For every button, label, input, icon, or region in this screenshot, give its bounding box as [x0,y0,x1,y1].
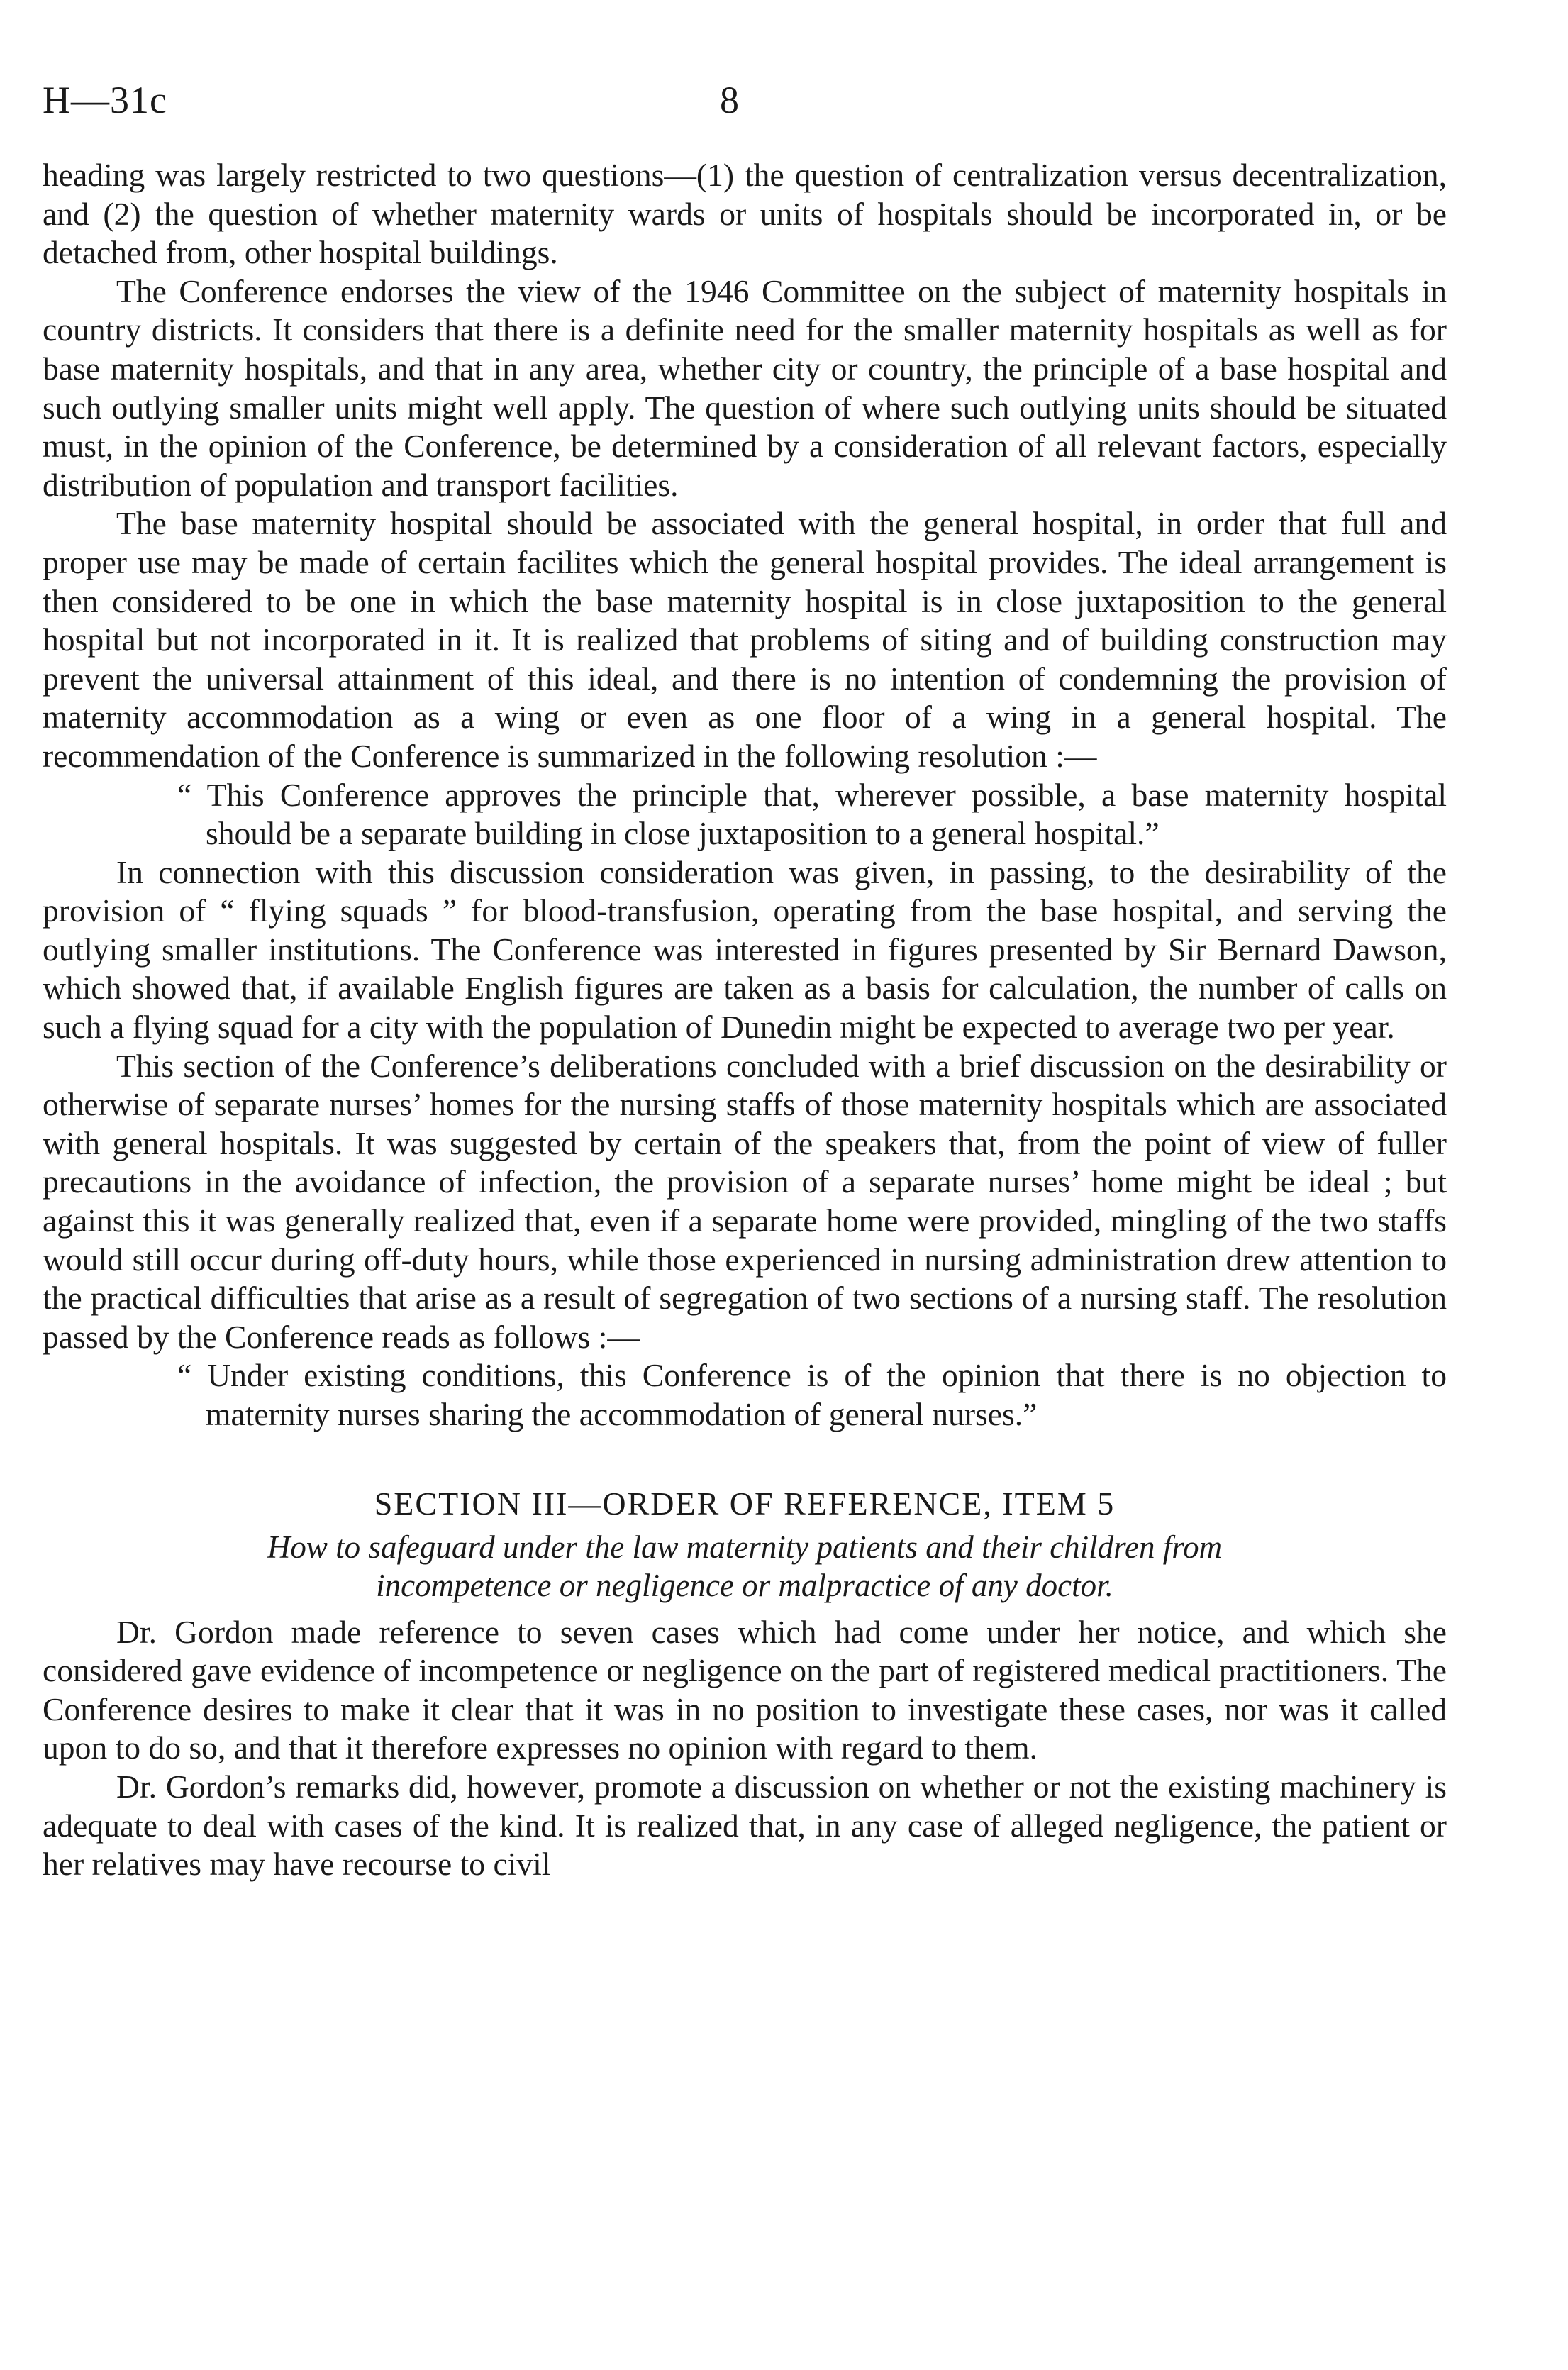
page-number: 8 [720,79,739,121]
paragraph-existing-machinery: Dr. Gordon’s remarks did, however, promote a discussion on whether or not the existing machinery is adequate to deal with cases of the kind. It is realized that, in any case of alleged negligence, the patient or her relatives may have recourse to civil [43,1768,1447,1883]
paragraph-country-districts: The Conference endorses the view of the 1946 Committee on the subject of maternity hospitals in country districts. It considers that there is a definite need for the smaller maternity hospitals as well as for base maternity hospitals, and that in any area, whether city or country, the principle of a base hospital and such outlying smaller units might well apply. The question of where such outlying units should be situated must, in the opinion of the Conference, be determined by a consideration of all relevant factors, especially distribution of population and transport facilities. [43,272,1447,503]
document-page [43,78,1447,1884]
resolution-quote-nurses-accommodation: “ Under existing conditions, this Conference is of the opinion that there is no objection to maternity nurses sharing the accommodation of general nurses.” [177,1357,1447,1432]
document-reference: H—31c [43,79,167,121]
paragraph-heading-continuation: heading was largely restricted to two questions—(1) the question of centralization versus decentralization, and (2) the question of whether maternity wards or units of hospitals should be incorporated in, or be detached from, other hospital buildings. [43,157,1447,271]
paragraph-nurses-homes: This section of the Conference’s deliberations concluded with a brief discussion on the desirability or otherwise of separate nurses’ homes for the nursing staffs of those maternity hospitals which are associated with general hospitals. It was suggested by certain of the speakers that, from the point of view of fuller precautions in the avoidance of infection, the provision of a separate nurses’ home might be ideal ; but against this it was generally realized that, even if a separate home were provided, mingling of the two staffs would still occur during off-duty hours, while those experienced in nursing administration drew attention to the practical difficulties that arise as a result of segregation of two sections of a nursing staff. The resolution passed by the Conference reads as follows :— [43,1047,1447,1355]
section-subtitle: How to safeguard under the law maternity patients and their children from incompetence or negligence or malpractice of any doctor. [267,1529,1223,1603]
page-header [43,78,1447,156]
section-title: SECTION III—ORDER OF REFERENCE, ITEM 5 [374,1485,1116,1522]
paragraph-dr-gordon-cases: Dr. Gordon made reference to seven cases which had come under her notice, and which she considered gave evidence of incompetence or negligence on the part of registered medical practitioners. The Conference desires to make it clear that it was in no position to investigate these cases, nor was it called upon to do so, and that it therefore expresses no opinion with regard to them. [43,1613,1447,1766]
document-body [43,156,1447,1884]
paragraph-flying-squads: In connection with this discussion consideration was given, in passing, to the desirability of the provision of “ flying squads ” for blood-transfusion, operating from the base hospital, and serving the outlying smaller institutions. The Conference was interested in figures presented by Sir Bernard Dawson, which showed that, if available English figures are taken as a basis for calculation, the number of calls on such a flying squad for a city with the population of Dunedin might be expected to average two per year. [43,853,1447,1046]
paragraph-base-maternity-hospital: The base maternity hospital should be associated with the general hospital, in order that full and proper use may be made of certain facilites which the general hospital provides. The ideal arrangement is then considered to be one in which the base maternity hospital is in close juxtaposition to the general hospital but not incorporated in it. It is realized that problems of siting and of building construction may prevent the universal attainment of this ideal, and there is no intention of condemning the provision of maternity accommodation as a wing or even as one floor of a wing in a general hospital. The recommendation of the Conference is summarized in the following resolution :— [43,505,1447,774]
resolution-quote-separate-building: “ This Conference approves the principle that, wherever possible, a base maternity hospital should be a separate building in close juxtaposition to a general hospital.” [177,776,1447,852]
